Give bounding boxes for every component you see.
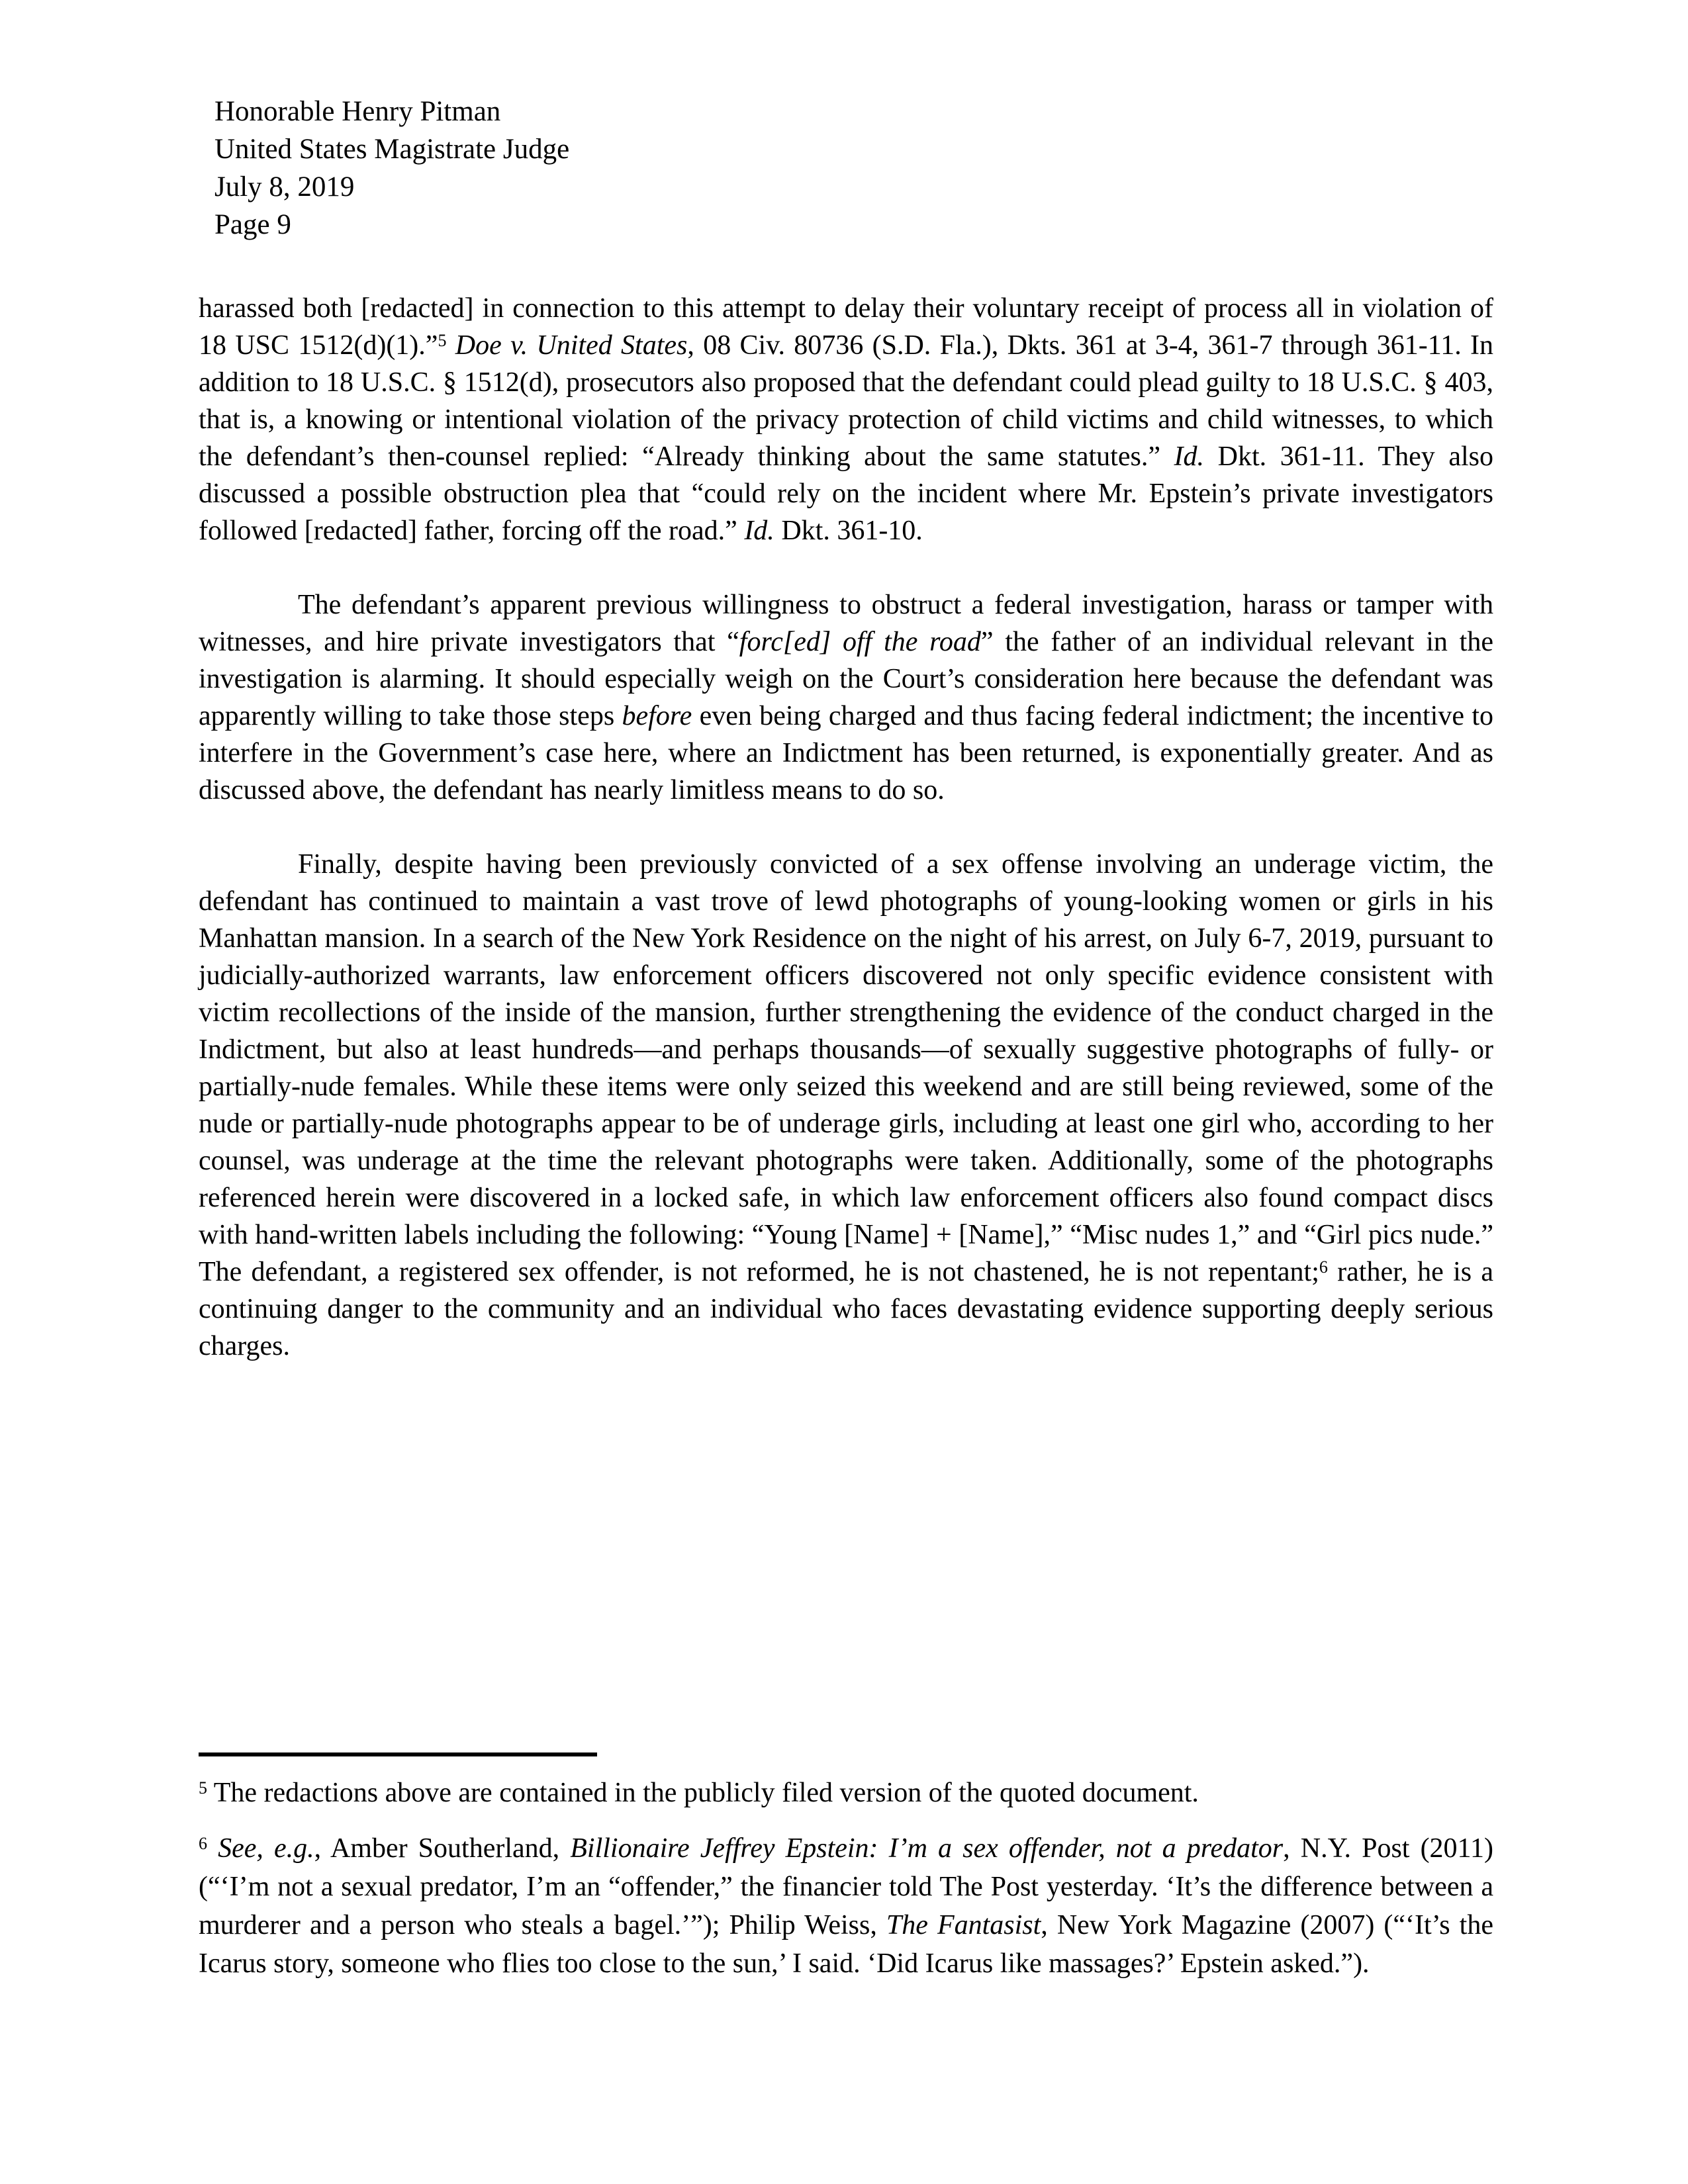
header-page-number: Page 9 bbox=[214, 209, 291, 240]
header-recipient-name: Honorable Henry Pitman bbox=[214, 96, 501, 127]
body-paragraph-2: The defendant’s apparent previous willingness to obstruct a federal investigation, harass or tamper with witnesses, and hire private investigators that “forc[ed] off the road” the father of an individual relevant in the investigation is alarming. It should especially weigh on the Court’s consideration here because the defendant was apparently willing to take those steps before even being charged and thus facing federal indictment; the incentive to interfere in the Government’s case here, where an Indictment has been returned, is exponentially greater. And as discussed above, the defendant has nearly limitless means to do so. bbox=[199, 590, 1493, 805]
footnotes-section bbox=[199, 1752, 1493, 2000]
footnote-6: $^6$ See, e.g., Amber Southerland, Billionaire Jeffrey Epstein: I’m a sex offender, not a predator, N.Y. Post (2011) (“‘I’m not a sexual predator, I’m an “offender,” the financier told The Post yesterday. ‘It’s the difference between a murderer and a person who steals a bagel.’”); Philip Weiss, The Fantasist, New York Magazine (2007) (“‘It’s the Icarus story, someone who flies too close to the sun,’ I said. ‘Did Icarus like massages?’ Epstein asked.”). bbox=[199, 1833, 1493, 1979]
letter-body bbox=[199, 290, 1493, 1402]
body-paragraph-1: harassed both [redacted] in connection to this attempt to delay their voluntary receipt of process all in violation of 18 USC 1512(d)(1).”$^5$ Doe v. United States, 08 Civ. 80736 (S.D. Fla.), Dkts. 361 at 3-4, 361-7 through 361-11. In addition to 18 U.S.C. § 1512(d), prosecutors also proposed that the defendant could plead guilty to 18 U.S.C. § 403, that is, a knowing or intentional violation of the privacy protection of child victims and child witnesses, to which the defendant’s then-counsel replied: “Already thinking about the same statutes.” Id. Dkt. 361-11. They also discussed a possible obstruction plea that “could rely on the incident where Mr. Epstein’s private investigators followed [redacted] father, forcing off the road.” Id. Dkt. 361-10. bbox=[199, 293, 1494, 546]
header-date: July 8, 2019 bbox=[214, 171, 355, 203]
footnote-separator-rule bbox=[199, 1752, 597, 1756]
body-paragraph-3: Finally, despite having been previously convicted of a sex offense involving an underage victim, the defendant has continued to maintain a vast trove of lewd photographs of young-looking women or girls in his Manhattan mansion. In a search of the New York Residence on the night of his arrest, on July 6-7, 2019, pursuant to judicially-authorized warrants, law enforcement officers discovered not only specific evidence consistent with victim recollections of the inside of the mansion, further strengthening the evidence of the conduct charged in the Indictment, but also at least hundreds—and perhaps thousands—of sexually suggestive photographs of fully- or partially-nude females. While these items were only seized this weekend and are still being reviewed, some of the nude or partially-nude photographs appear to be of underage girls, including at least one girl who, according to her counsel, was underage at the time the relevant photographs were taken. Additionally, some of the photographs referenced herein were discovered in a locked safe, in which law enforcement officers also found compact discs with hand-written labels including the following: “Young [Name] + [Name],” “Misc nudes 1,” and “Girl pics nude.” The defendant, a registered sex offender, is not reformed, he is not chastened, he is not repentant;$^6$ rather, he is a continuing danger to the community and an individual who faces devastating evidence supporting deeply serious charges. bbox=[199, 849, 1493, 1361]
footnote-5: $^5$ The redactions above are contained in the publicly filed version of the quoted document. bbox=[199, 1778, 1199, 1808]
letter-header bbox=[214, 93, 569, 244]
header-recipient-title: United States Magistrate Judge bbox=[214, 134, 570, 165]
